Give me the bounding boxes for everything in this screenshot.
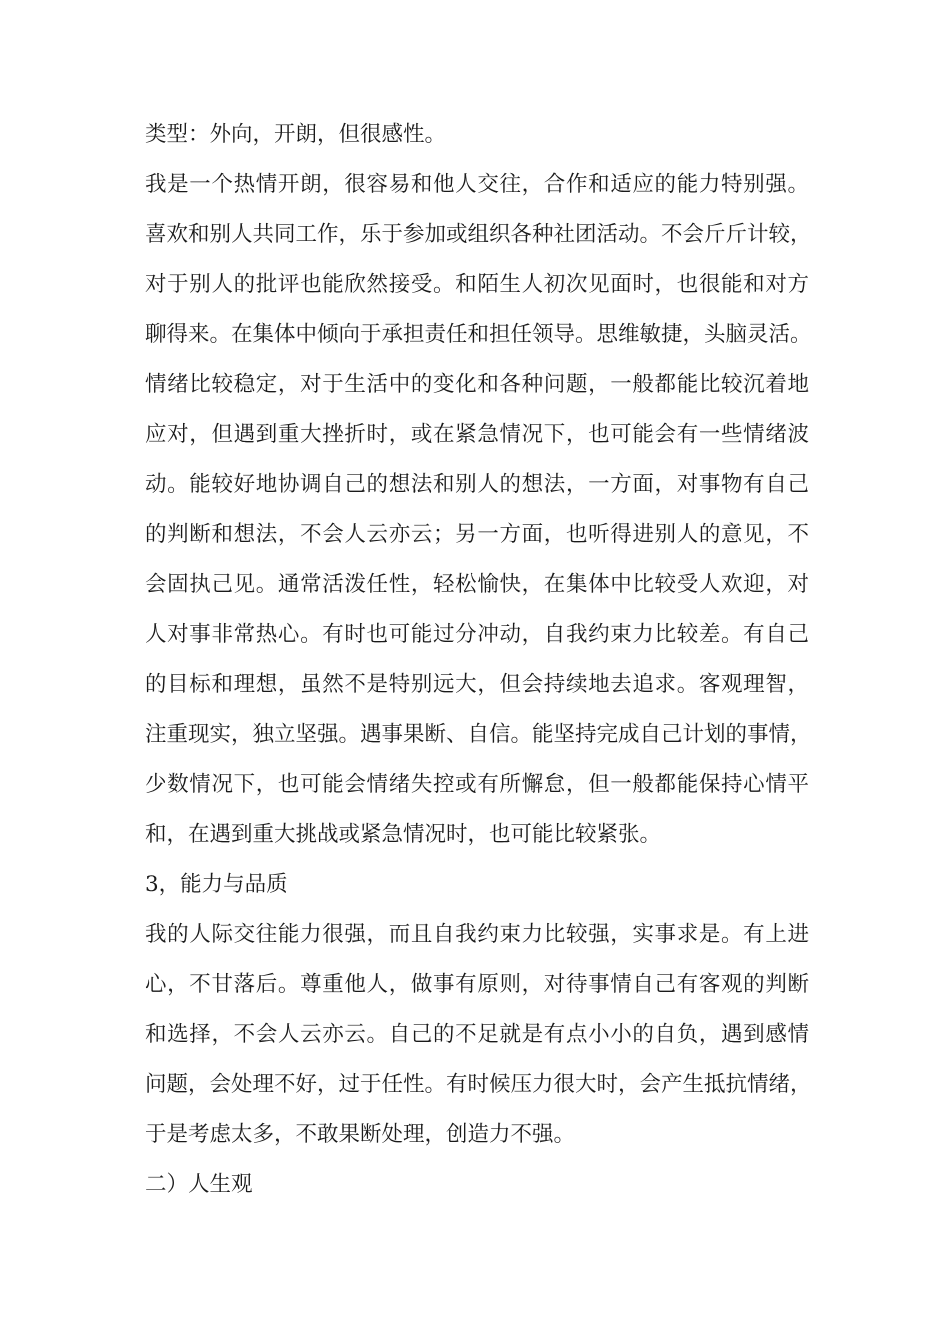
text-line: 会固执己见。通常活泼任性，轻松愉快，在集体中比较受人欢迎，对: [145, 572, 809, 597]
text-line: 对于别人的批评也能欣然接受。和陌生人初次见面时，也很能和对方: [145, 272, 809, 297]
text-line: 人对事非常热心。有时也可能过分冲动，自我约束力比较差。有自己: [145, 622, 809, 647]
text-line: 和选择，不会人云亦云。自己的不足就是有点小小的自负，遇到感情: [145, 1022, 809, 1047]
text-line-type: 类型：外向，开朗，但很感性。: [145, 122, 447, 147]
text-line: 动。能较好地协调自己的想法和别人的想法，一方面，对事物有自己: [145, 472, 809, 497]
text-line: 注重现实，独立坚强。遇事果断、自信。能坚持完成自己计划的事情，: [145, 722, 812, 747]
text-line: 喜欢和别人共同工作，乐于参加或组织各种社团活动。不会斤斤计较，: [145, 222, 812, 247]
text-line: 少数情况下，也可能会情绪失控或有所懈怠，但一般都能保持心情平: [145, 772, 809, 797]
text-line: 问题，会处理不好，过于任性。有时候压力很大时，会产生抵抗情绪，: [145, 1072, 812, 1097]
text-line: 心，不甘落后。尊重他人，做事有原则，对待事情自己有客观的判断: [145, 972, 809, 997]
text-line: 的判断和想法，不会人云亦云；另一方面，也听得进别人的意见，不: [145, 522, 809, 547]
text-line: 我是一个热情开朗，很容易和他人交往，合作和适应的能力特别强。: [145, 172, 809, 197]
section-heading-ability: 3，能力与品质: [145, 872, 288, 897]
text-line: 的目标和理想，虽然不是特别远大，但会持续地去追求。客观理智，: [145, 672, 809, 697]
text-line: 应对，但遇到重大挫折时，或在紧急情况下，也可能会有一些情绪波: [145, 422, 809, 447]
text-line: 情绪比较稳定，对于生活中的变化和各种问题，一般都能比较沉着地: [145, 372, 809, 397]
text-line: 聊得来。在集体中倾向于承担责任和担任领导。思维敏捷，头脑灵活。: [145, 322, 812, 347]
text-line: 我的人际交往能力很强，而且自我约束力比较强，实事求是。有上进: [145, 922, 809, 947]
section-heading-life-view: 二）人生观: [145, 1172, 253, 1197]
text-line: 和，在遇到重大挑战或紧急情况时，也可能比较紧张。: [145, 822, 662, 847]
text-line: 于是考虑太多，不敢果断处理，创造力不强。: [145, 1122, 576, 1147]
